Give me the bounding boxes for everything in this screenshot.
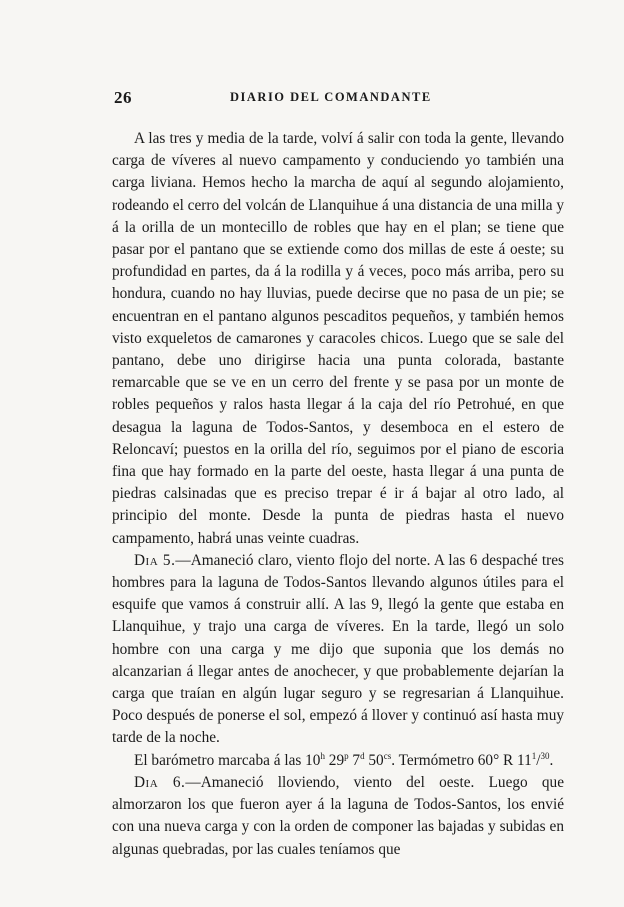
day-label: Dia 6.: [134, 773, 186, 791]
header-ornamental-rule: [112, 115, 564, 121]
paragraph-day-6: [112, 772, 564, 861]
sup-d: d: [360, 750, 365, 761]
sup-cs: cs: [383, 750, 392, 761]
paragraph-afternoon-march: [112, 128, 564, 550]
barometer-end: .: [549, 751, 554, 769]
page-header: [112, 88, 564, 112]
barometer-text-b: 29: [324, 751, 345, 769]
paragraph-day-5: [112, 550, 564, 750]
fraction-slash: /: [536, 751, 541, 769]
paragraph-text: —Amaneció lloviendo, viento del oeste. Luego que almorzaron los que fueron ayer á la laguna de Todos-Santos, los envié con una nueva carga y con la orden de componer las bajadas y subidas en algunas quebradas, por las cuales teníamos que: [112, 773, 564, 858]
sup-p: p: [344, 750, 349, 761]
page-number: 26: [114, 88, 132, 107]
paragraph-text: —Amaneció claro, viento flojo del norte. A las 6 despaché tres hombres para la laguna de Todos-Santos llevando algunos útiles para el esquife que vamos á construir allí. A las 9, llegó la gente que estaba en Llanquihue, y trajo una carga de víveres. En la tarde, llegó un solo hombre con una carga y me dijo que suponia que los demás no alcanzarian á llegar antes de anochecer, y que probablemente dejarían la carga que traían en algún lugar seguro y se regresarian á Llanquihue. Poco después de ponerse el sol, empezó á llover y continuó así hasta muy tarde de la noche.: [112, 551, 565, 747]
sup-fraction-num: 1: [531, 750, 537, 761]
barometer-text-a: El barómetro marcaba á las 10: [134, 751, 321, 769]
day-label: Dia 5.: [134, 551, 176, 569]
barometer-text-c: 7: [348, 751, 361, 769]
sup-fraction-den: 30: [540, 750, 550, 761]
barometer-text-e: 50: [364, 751, 384, 769]
running-head: DIARIO DEL COMANDANTE: [230, 90, 432, 104]
paragraph-barometer: [112, 750, 564, 772]
paragraph-text: A las tres y media de la tarde, volví á salir con toda la gente, llevando carga de víveres al nuevo campamento y conduciendo yo también una carga liviana. Hemos hecho la marcha de aquí al segundo alojamiento, rodeando el cerro del volcán de Llanquihue á una distancia de una milla y á la orilla de un montecillo de robles que hay en el plan; se tiene que pasar por el pantano que se extiende como dos millas de este á oeste; su profundidad en partes, da á la rodilla y á veces, poco más arriba, pero su hondura, cuando no hay lluvias, puede decirse que no pasa de un pie; se encuentran en el pantano algunos pescaditos pequeños, y también hemos visto exqueletos de camarones y caracoles chicos. Luego que se sale del pantano, debe uno dirigirse hacia una punta colorada, bastante remarcable que se ve en un cerro del frente y se pasa por un monte de robles pequeños y ralos hasta llegar á la caja del río Petrohué, en que desagua la laguna de Todos-Santos, y desemboca en el estero de Reloncaví; puestos en la orilla del río, seguimos por el piano de escoria fina que hay formado en la parte del oeste, hasta llegar á una punta de piedras calsinadas que es preciso trepar é ir á bajar al otro lado, al principio del monte. Desde la punta de piedras hasta el nuevo campamento, habrá unas veinte cuadras.: [112, 130, 564, 547]
body-text: [112, 128, 564, 861]
thermometer-text: . Termómetro 60° R 11: [391, 751, 532, 769]
sup-h: h: [320, 750, 325, 761]
